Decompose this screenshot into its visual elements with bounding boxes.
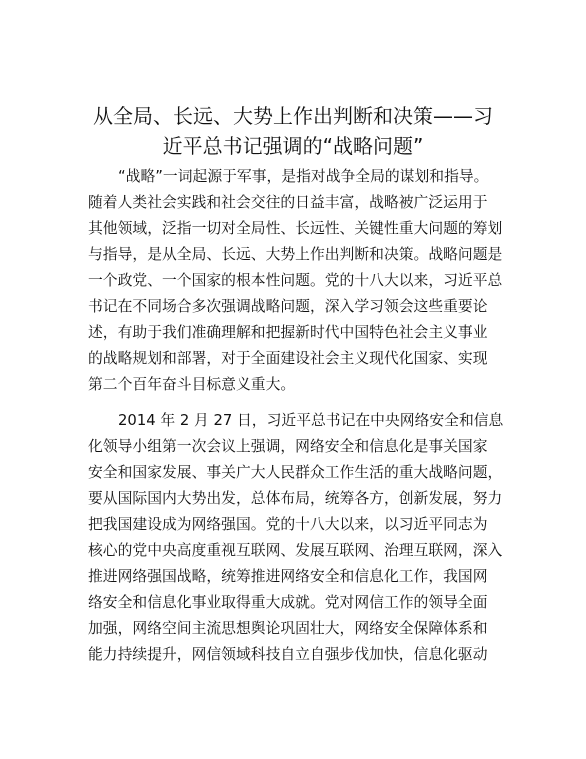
- paragraph-2-line-1: 2014 年 2 月 27 日，习近平总书记在中央网络安全和信息: [118, 412, 504, 429]
- paragraph-2: [88, 408, 504, 668]
- paragraph-1-line-7: 述，有助于我们准确理解和把握新时代中国特色社会主义事业: [88, 324, 488, 341]
- title-line-2: 近平总书记强调的“战略问题”: [162, 134, 424, 158]
- paragraph-1-line-8: 的战略规划和部署，对于全面建设社会主义现代化国家、实现: [88, 350, 488, 367]
- paragraph-2-line-4: 要从国际国内大势出发，总体布局，统筹各方，创新发展，努力: [88, 490, 503, 507]
- document-title: [70, 101, 516, 161]
- title-line-1: 从全局、长远、大势上作出判断和决策——习: [93, 104, 493, 128]
- paragraph-1-line-1: “战略”一词起源于军事，是指对战争全局的谋划和指导。: [118, 168, 489, 185]
- paragraph-2-line-10: 能力持续提升，网信领域科技自立自强步伐加快，信息化驱动: [88, 646, 488, 663]
- paragraph-1-line-3: 其他领域，泛指一切对全局性、长远性、关键性重大问题的筹划: [88, 220, 503, 237]
- paragraph-1-line-2: 随着人类社会实践和社会交往的日益丰富，战略被广泛运用于: [88, 194, 488, 211]
- paragraph-2-line-5: 把我国建设成为网络强国。党的十八大以来，以习近平同志为: [88, 516, 488, 533]
- paragraph-1-line-4: 与指导，是从全局、长远、大势上作出判断和决策。战略问题是: [88, 246, 503, 263]
- paragraph-2-line-9: 加强，网络空间主流思想舆论巩固壮大，网络安全保障体系和: [88, 620, 488, 637]
- paragraph-2-line-6: 核心的党中央高度重视互联网、发展互联网、治理互联网，深入: [88, 542, 503, 559]
- document-body: [88, 164, 504, 678]
- paragraph-1-line-9: 第二个百年奋斗目标意义重大。: [88, 376, 296, 393]
- paragraph-2-line-8: 络安全和信息化事业取得重大成就。党对网信工作的领导全面: [88, 594, 488, 611]
- paragraph-1: [88, 164, 504, 398]
- paragraph-2-line-7: 推进网络强国战略，统筹推进网络安全和信息化工作，我国网: [88, 568, 488, 585]
- paragraph-2-line-3: 安全和国家发展、事关广大人民群众工作生活的重大战略问题，: [88, 464, 503, 481]
- paragraph-1-line-5: 一个政党、一个国家的根本性问题。党的十八大以来，习近平总: [88, 272, 503, 289]
- paragraph-2-line-2: 化领导小组第一次会议上强调，网络安全和信息化是事关国家: [88, 438, 488, 455]
- paragraph-1-line-6: 书记在不同场合多次强调战略问题，深入学习领会这些重要论: [88, 298, 488, 315]
